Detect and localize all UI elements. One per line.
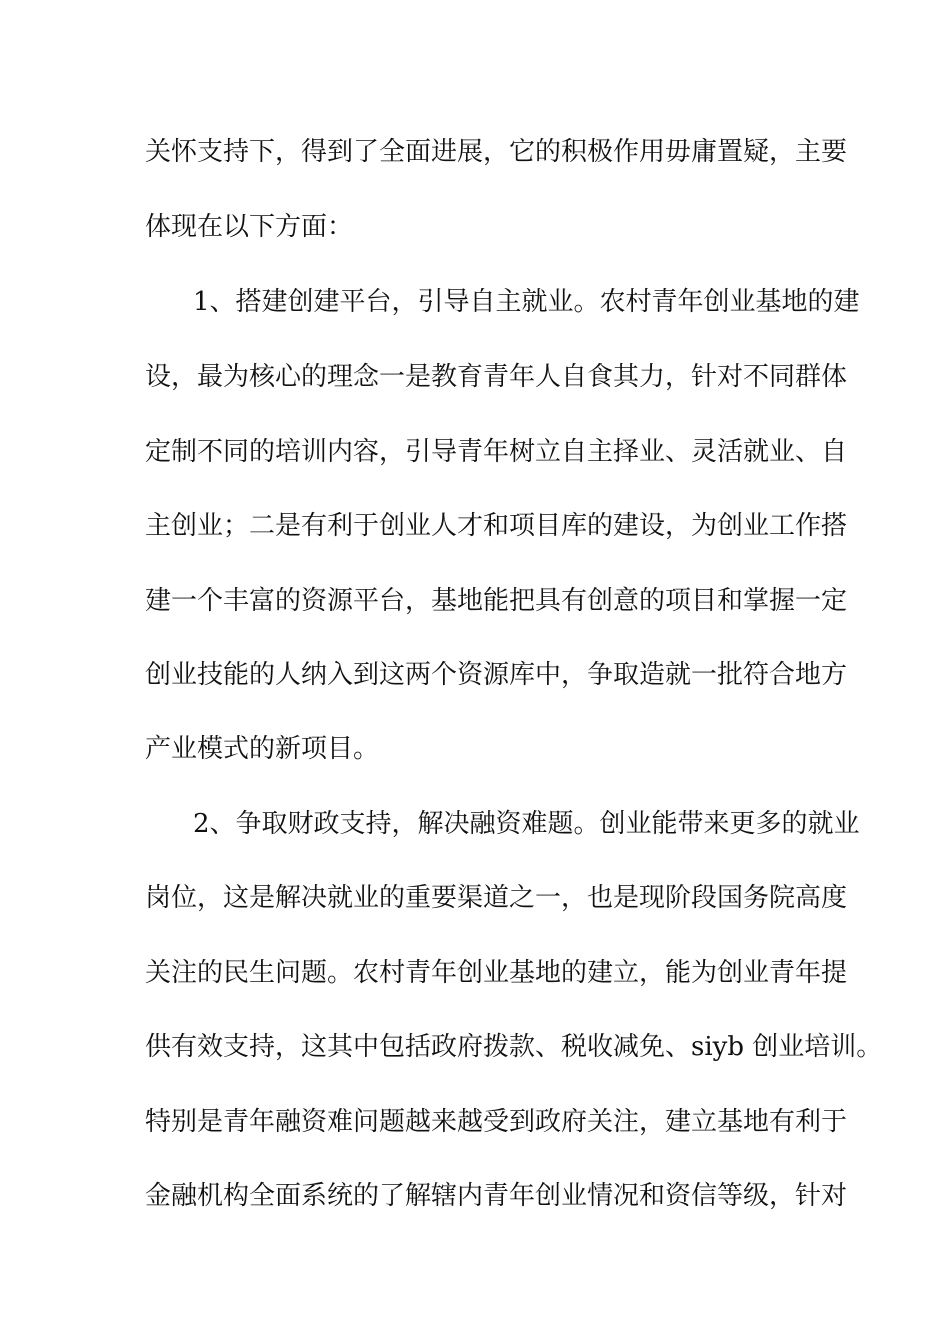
- text-line: 主创业；二是有利于创业人才和项目库的建设，为创业工作搭: [145, 511, 848, 541]
- text-line: 产业模式的新项目。: [145, 734, 380, 764]
- text-line: 关注的民生问题。农村青年创业基地的建立，能为创业青年提: [145, 958, 848, 988]
- text-line: 岗位，这是解决就业的重要渠道之一，也是现阶段国务院高度: [145, 883, 848, 913]
- text-line: 创业技能的人纳入到这两个资源库中，争取造就一批符合地方: [145, 660, 848, 690]
- text-line: 关怀支持下，得到了全面进展，它的积极作用毋庸置疑，主要: [145, 137, 848, 167]
- paragraph-1-first-line: 1、搭建创建平台，引导自主就业。农村青年创业基地的建: [193, 287, 860, 317]
- text-line: 定制不同的培训内容，引导青年树立自主择业、灵活就业、自: [145, 437, 848, 467]
- text-line: 供有效支持，这其中包括政府拨款、税收减免、siyb 创业培训。: [145, 1032, 883, 1062]
- text-line: 体现在以下方面：: [145, 212, 354, 242]
- text-line: 设，最为核心的理念一是教育青年人自食其力，针对不同群体: [145, 362, 848, 392]
- text-line: 金融机构全面系统的了解辖内青年创业情况和资信等级，针对: [145, 1181, 848, 1211]
- text-line: 特别是青年融资难问题越来越受到政府关注，建立基地有利于: [145, 1107, 848, 1137]
- paragraph-2-first-line: 2、争取财政支持，解决融资难题。创业能带来更多的就业: [193, 809, 860, 839]
- text-line: 建一个丰富的资源平台，基地能把具有创意的项目和掌握一定: [145, 586, 848, 616]
